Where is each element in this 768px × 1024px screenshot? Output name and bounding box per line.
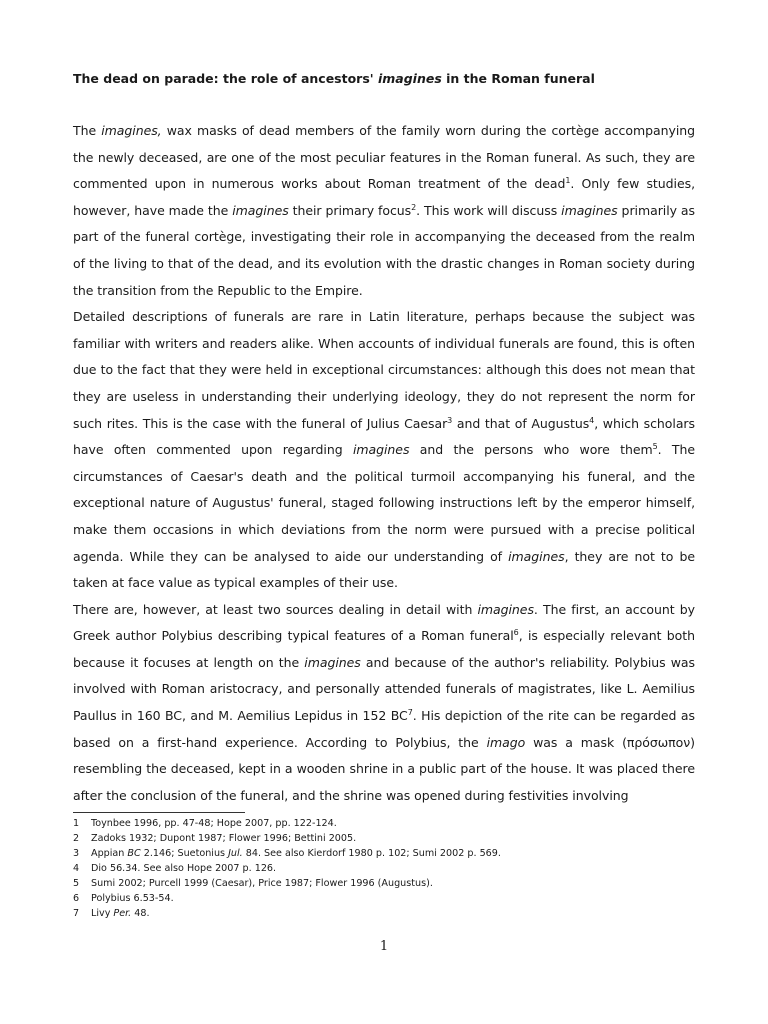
paragraph	[73, 118, 695, 304]
document-title	[73, 70, 695, 88]
text-run: Toynbee 1996, pp. 47-48; Hope 2007, pp. 122-124.	[91, 818, 337, 829]
text-run: , is especially relevant both because it focuses at length on the	[73, 628, 695, 670]
italic-term: imagines	[561, 202, 618, 218]
paragraph	[73, 304, 695, 597]
footnote-ref: 5	[652, 442, 658, 452]
italic-term: imagines	[304, 654, 361, 670]
footnote-ref: 1	[565, 176, 571, 186]
italic-term: imagines	[477, 601, 534, 617]
footnote-number: 5	[73, 878, 80, 889]
text-run: The	[73, 123, 102, 138]
text-run: There are, however, at least two sources dealing in detail with	[73, 601, 478, 617]
footnotes	[73, 816, 695, 921]
document-page	[73, 0, 695, 1024]
text-run: . Only few studies, however, have made the	[73, 176, 695, 218]
italic-term: imagines	[352, 442, 410, 458]
title-text-end: in the Roman funeral	[441, 71, 595, 86]
italic-term: Jul.	[228, 848, 243, 859]
footnote-number: 3	[73, 848, 80, 859]
italic-term: imago	[486, 734, 526, 750]
text-run: was a mask (πρόσωπον) resembling the deceased, kept in a wooden shrine in a public part of the house. It was placed there after the conclusion of the funeral, and the shrine was opened during festivities involving	[73, 734, 695, 803]
italic-term: imagines	[232, 202, 289, 218]
text-run: , they are not to be taken at face value as typical examples of their use.	[73, 548, 695, 591]
text-run: and that of Augustus	[452, 415, 590, 431]
footnote-number: 7	[73, 908, 80, 919]
text-run: . His depiction of the rite can be regarded as based on a first-hand experience. According to Polybius, the	[73, 708, 695, 750]
text-run: their primary focus	[288, 202, 412, 218]
italic-term: imagines	[508, 548, 565, 564]
body-text	[73, 118, 695, 809]
footnote	[73, 876, 695, 891]
footnote-number: 2	[73, 833, 80, 844]
paragraph	[73, 597, 695, 810]
title-emphasis: imagines	[377, 71, 442, 86]
text-run: Dio 56.34. See also Hope 2007 p. 126.	[91, 863, 277, 874]
footnote-ref: 2	[411, 202, 417, 212]
text-run: Polybius 6.53-54.	[91, 893, 174, 904]
title-text: The dead on parade: the role of ancestors'	[73, 71, 378, 86]
footnote	[73, 891, 695, 906]
text-run: Sumi 2002; Purcell 1999 (Caesar), Price 1987; Flower 1996 (Augustus).	[91, 878, 433, 889]
footnote-ref: 6	[513, 628, 519, 638]
text-run: . This work will discuss	[416, 202, 562, 218]
text-run: 84. See also Kierdorf 1980 p. 102; Sumi 2002 p. 569.	[242, 848, 501, 859]
italic-term: Per.	[113, 908, 132, 919]
page-number: 1	[379, 939, 389, 954]
italic-term: imagines,	[101, 123, 162, 138]
footnote-number: 4	[73, 863, 80, 874]
footnote	[73, 816, 695, 831]
footnote	[73, 906, 695, 921]
text-run: , which scholars have often commented upon regarding	[73, 415, 695, 458]
text-run: Appian	[91, 848, 128, 859]
text-run: Zadoks 1932; Dupont 1987; Flower 1996; Bettini 2005.	[91, 833, 357, 844]
footnote	[73, 861, 695, 876]
italic-term: BC	[127, 848, 141, 859]
footnote-ref: 3	[447, 415, 453, 425]
text-run: 48.	[131, 908, 150, 919]
footnote-ref: 7	[407, 708, 413, 718]
text-run: primarily as part of the funeral cortège, investigating their role in accompanying the deceased from the realm of the living to that of the dead, and its evolution with the drastic changes in Roman society during the transition from the Republic to the Empire.	[73, 202, 696, 298]
text-run: . The circumstances of Caesar's death and the political turmoil accompanying his funeral, and the exceptional nature of Augustus' funeral, staged following instructions left by the emperor himself, make them occasions in which deviations from the norm were pursued with a precise political agenda. While they can be analysed to aide our understanding of	[73, 442, 696, 564]
footnote-ref: 4	[589, 415, 595, 425]
text-run: Livy	[91, 908, 114, 919]
footnote	[73, 831, 695, 846]
text-run: 2.146; Suetonius	[140, 848, 229, 859]
footnote-number: 1	[73, 818, 80, 829]
text-run: Detailed descriptions of funerals are rare in Latin literature, perhaps because the subject was familiar with writers and readers alike. When accounts of individual funerals are found, this is often due to the fact that they were held in exceptional circumstances: although this does not mean that they are useless in understanding their underlying ideology, they do not represent the norm for such rites. This is the case with the funeral of Julius Caesar	[73, 309, 695, 431]
footnote-separator	[73, 812, 245, 813]
footnote	[73, 846, 695, 861]
footnote-number: 6	[73, 893, 80, 904]
text-run: and because of the author's reliability. Polybius was involved with Roman aristocracy, and personally attended funerals of magistrates, like L. Aemilius Paullus in 160 BC, and M. Aemilius Lepidus in 152 BC	[73, 654, 695, 724]
text-run: wax masks of dead members of the family worn during the cortège accompanying the newly deceased, are one of the most peculiar features in the Roman funeral. As such, they are commented upon in numerous works about Roman treatment of the dead	[73, 123, 695, 192]
text-run: . The first, an account by Greek author Polybius describing typical features of a Roman funeral	[73, 601, 695, 644]
text-run: and the persons who wore them	[409, 442, 653, 458]
